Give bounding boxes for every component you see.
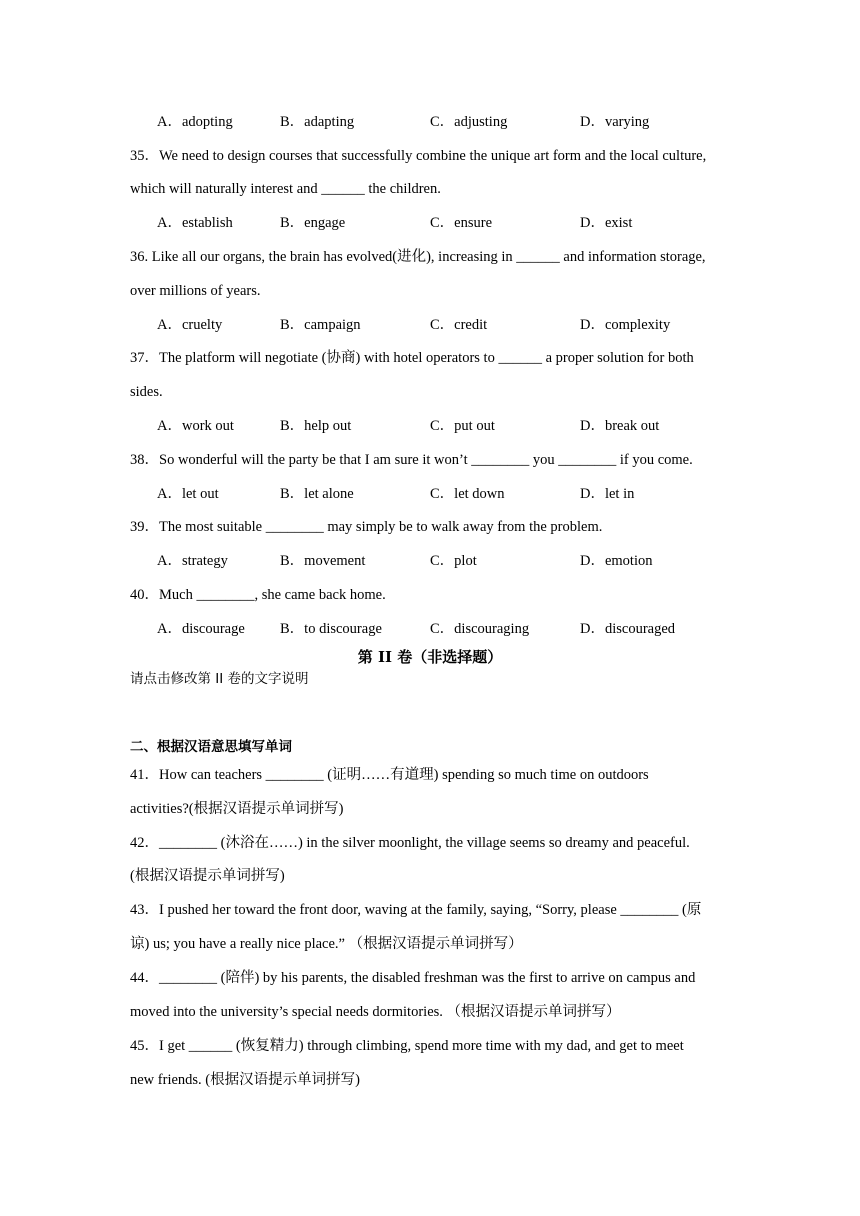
q42-text-line1: 42．________ (沐浴在……) in the silver moonlight, the village seems so dreamy and peaceful. xyxy=(130,835,690,851)
part2-description[interactable]: 请点击修改第 II 卷的文字说明 xyxy=(130,671,309,687)
q38-option-b: B．let alone xyxy=(280,486,354,502)
q37-text-line1: 37．The platform will negotiate (协商) with hotel operators to ______ a proper solution for both xyxy=(130,350,694,366)
q35-option-b: B．engage xyxy=(280,215,346,231)
q38-option-c: C．let down xyxy=(430,486,505,502)
q42-text-line2: (根据汉语提示单词拼写) xyxy=(130,868,285,884)
q40-option-a: A．discourage xyxy=(157,621,245,637)
q36-option-d: D．complexity xyxy=(580,317,671,333)
q40-option-d: D．discouraged xyxy=(580,621,676,637)
q43-text-line2: 谅) us; you have a really nice place.” （根据汉语提示单词拼写） xyxy=(130,936,523,952)
q34-option-a: A．adopting xyxy=(157,114,233,130)
q35-option-d: D．exist xyxy=(580,215,633,231)
q40-option-c: C．discouraging xyxy=(430,621,530,637)
q37-option-d: D．break out xyxy=(580,418,660,434)
q45-text-line1: 45．I get ______ (恢复精力) through climbing, spend more time with my dad, and get to meet xyxy=(130,1038,684,1054)
q37-option-c: C．put out xyxy=(430,418,495,434)
q34-option-b: B．adapting xyxy=(280,114,355,130)
q34-option-d: D．varying xyxy=(580,114,650,130)
q36-option-b: B．campaign xyxy=(280,317,361,333)
q35-text-line1: 35．We need to design courses that successfully combine the unique art form and the local culture, xyxy=(130,148,707,164)
q40-option-b: B．to discourage xyxy=(280,621,382,637)
q41-text-line1: 41．How can teachers ________ (证明……有道理) spending so much time on outdoors xyxy=(130,767,649,783)
q39-option-b: B．movement xyxy=(280,553,366,569)
q39-option-d: D．emotion xyxy=(580,553,653,569)
q38-option-d: D．let in xyxy=(580,486,635,502)
q38-option-a: A．let out xyxy=(157,486,219,502)
q35-option-c: C．ensure xyxy=(430,215,493,231)
q39-text-line1: 39．The most suitable ________ may simply be to walk away from the problem. xyxy=(130,519,603,535)
q35-option-a: A．establish xyxy=(157,215,233,231)
q38-text-line1: 38．So wonderful will the party be that I am sure it won’t ________ you ________ if you come. xyxy=(130,452,693,468)
q34-option-c: C．adjusting xyxy=(430,114,508,130)
q43-text-line1: 43．I pushed her toward the front door, waving at the family, saying, “Sorry, please ________ (原 xyxy=(130,902,702,918)
q35-text-line2: which will naturally interest and ______ the children. xyxy=(130,181,441,197)
q39-option-a: A．strategy xyxy=(157,553,228,569)
q40-text-line1: 40．Much ________, she came back home. xyxy=(130,587,386,603)
q36-text-line1: 36. Like all our organs, the brain has evolved(进化), increasing in ______ and information storage, xyxy=(130,249,706,265)
q37-text-line2: sides. xyxy=(130,384,163,400)
section-heading: 二、根据汉语意思填写单词 xyxy=(130,739,292,755)
q36-text-line2: over millions of years. xyxy=(130,283,261,299)
q39-option-c: C．plot xyxy=(430,553,477,569)
q37-option-a: A．work out xyxy=(157,418,234,434)
q41-text-line2: activities?(根据汉语提示单词拼写) xyxy=(130,801,344,817)
q36-option-c: C．credit xyxy=(430,317,488,333)
part2-title: 第 II 卷（非选择题） xyxy=(357,648,503,666)
q37-option-b: B．help out xyxy=(280,418,352,434)
q45-text-line2: new friends. (根据汉语提示单词拼写) xyxy=(130,1072,360,1088)
q36-option-a: A．cruelty xyxy=(157,317,223,333)
q44-text-line2: moved into the university’s special needs dormitories. （根据汉语提示单词拼写） xyxy=(130,1004,621,1020)
q44-text-line1: 44．________ (陪伴) by his parents, the disabled freshman was the first to arrive on campus and xyxy=(130,970,696,986)
